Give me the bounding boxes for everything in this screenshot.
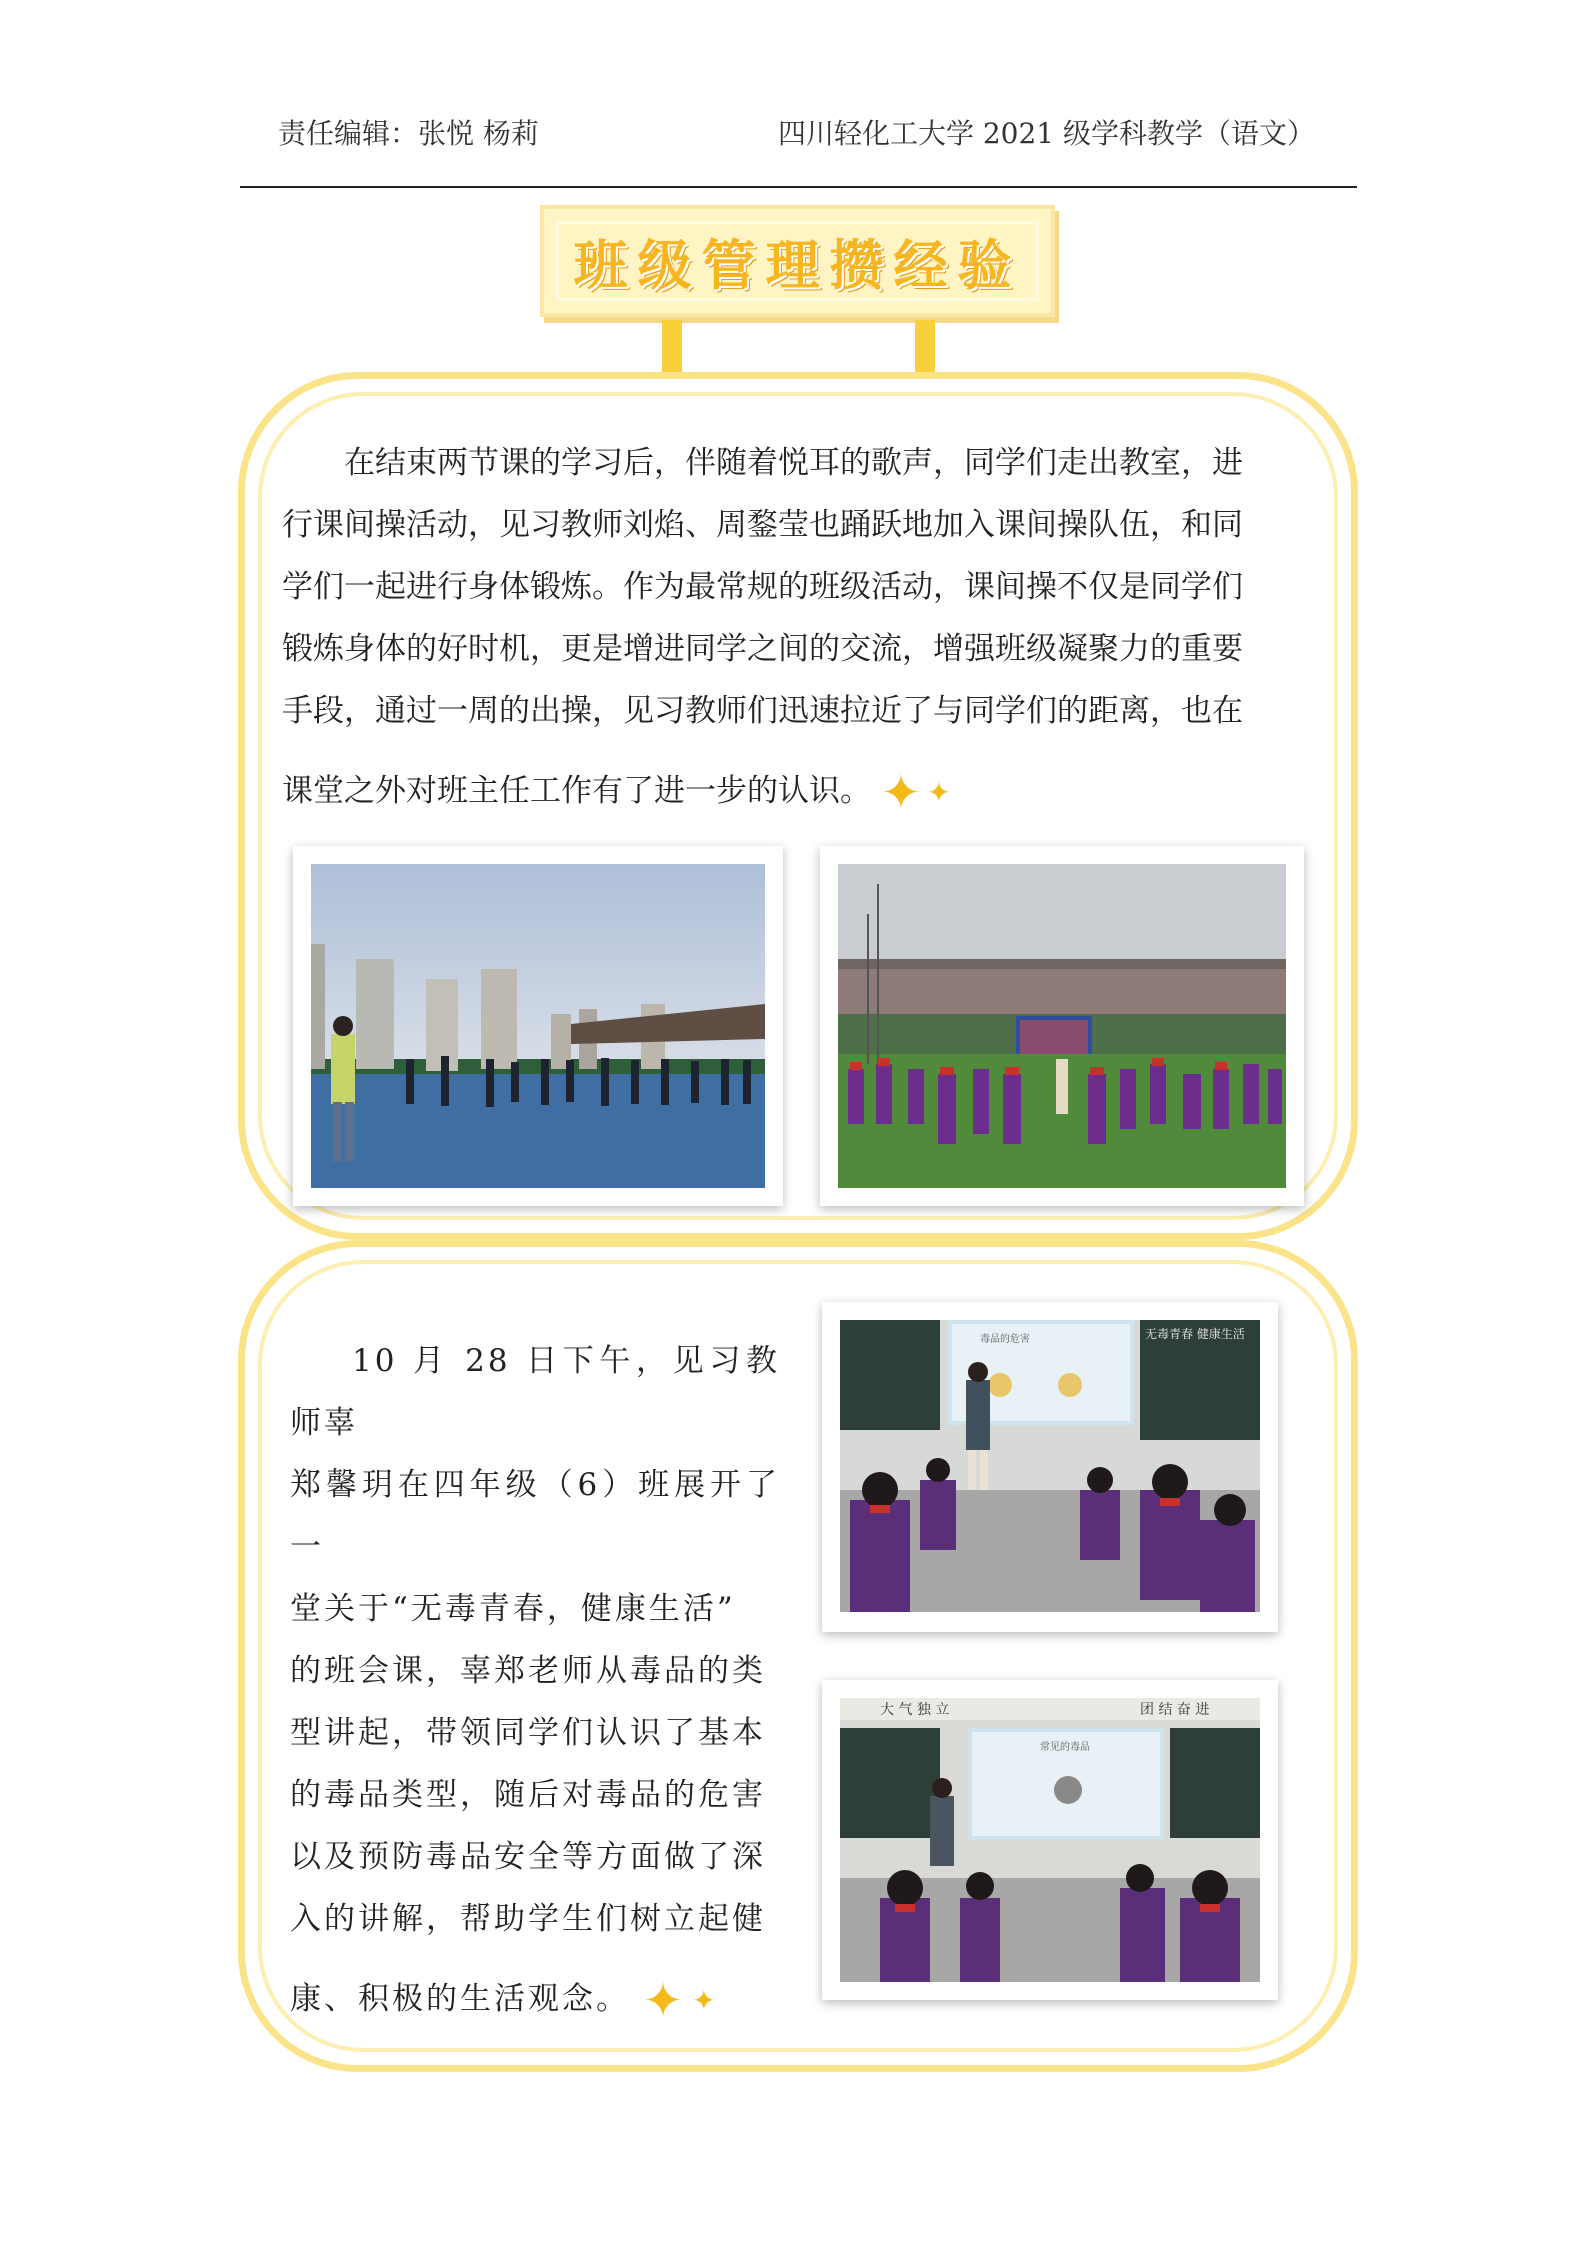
screen-title: 毒品的危害 bbox=[980, 1334, 1030, 1345]
screen-title: 常见的毒品 bbox=[1040, 1742, 1090, 1753]
photo-card-exercise-2 bbox=[820, 846, 1304, 1206]
banner-post-left bbox=[662, 320, 682, 376]
section2-line: 10 月 28 日下午，见习教师辜 bbox=[290, 1343, 780, 1441]
photo-classroom-lesson bbox=[840, 1320, 1260, 1612]
section2-line: 康、积极的生活观念。 bbox=[290, 1981, 630, 2017]
banner-post-right bbox=[915, 320, 935, 376]
section2-paragraph bbox=[290, 1330, 780, 2032]
sparkle-icon: ✦ bbox=[880, 764, 922, 821]
section2-line: 堂关于“无毒青春，健康生活” bbox=[290, 1591, 736, 1627]
photo-exercise-playground bbox=[311, 864, 765, 1188]
banner-left: 大 气 独 立 bbox=[880, 1702, 950, 1718]
board-slogan: 无毒青春 健康生活 bbox=[1145, 1327, 1245, 1341]
section1-line: 在结束两节课的学习后，伴随着悦耳的歌声，同学们走出教室，进 bbox=[344, 445, 1243, 481]
page-title: 班级管理攒经验 bbox=[573, 233, 1022, 297]
title-banner bbox=[540, 205, 1055, 317]
section2-last-line-row bbox=[290, 1968, 780, 2032]
sparkle-icon: ✦ bbox=[642, 1972, 687, 2029]
section2-line: 以及预防毒品安全等方面做了深 bbox=[290, 1839, 766, 1875]
section1-line: 学们一起进行身体锻炼。作为最常规的班级活动，课间操不仅是同学们 bbox=[282, 569, 1243, 605]
section1-paragraph bbox=[282, 432, 1282, 824]
sparkle-icon: ✦ bbox=[927, 775, 951, 809]
header-course: 四川轻化工大学 2021 级学科教学（语文） bbox=[777, 117, 1315, 150]
photo-exercise-stadium bbox=[838, 864, 1286, 1188]
section2-line: 型讲起，带领同学们认识了基本 bbox=[290, 1715, 766, 1751]
banner-right: 团 结 奋 进 bbox=[1140, 1702, 1210, 1718]
section1-line: 手段，通过一周的出操，见习教师们迅速拉近了与同学们的距离，也在 bbox=[282, 693, 1243, 729]
header-editors: 责任编辑：张悦 杨莉 bbox=[278, 117, 539, 150]
header-rule bbox=[240, 186, 1357, 188]
photo-classroom-drugs bbox=[840, 1698, 1260, 1982]
section1-line: 行课间操活动，见习教师刘焰、周鍪莹也踊跃地加入课间操队伍，和同 bbox=[282, 507, 1243, 543]
section2-line: 入的讲解，帮助学生们树立起健 bbox=[290, 1901, 766, 1937]
section2-line: 的班会课，辜郑老师从毒品的类 bbox=[290, 1653, 766, 1689]
section2-line: 郑馨玥在四年级（6）班展开了一 bbox=[290, 1467, 780, 1565]
section1-line: 课堂之外对班主任工作有了进一步的认识。 bbox=[282, 773, 871, 809]
photo-card-classroom-2 bbox=[822, 1680, 1278, 2000]
photo-card-exercise-1 bbox=[293, 846, 783, 1206]
section1-line: 锻炼身体的好时机，更是增进同学之间的交流，增强班级凝聚力的重要 bbox=[282, 631, 1243, 667]
sparkle-icon: ✦ bbox=[692, 1983, 719, 2017]
section2-line: 的毒品类型，随后对毒品的危害 bbox=[290, 1777, 766, 1813]
photo-card-classroom-1 bbox=[822, 1302, 1278, 1632]
section1-last-line-row bbox=[282, 760, 1282, 824]
